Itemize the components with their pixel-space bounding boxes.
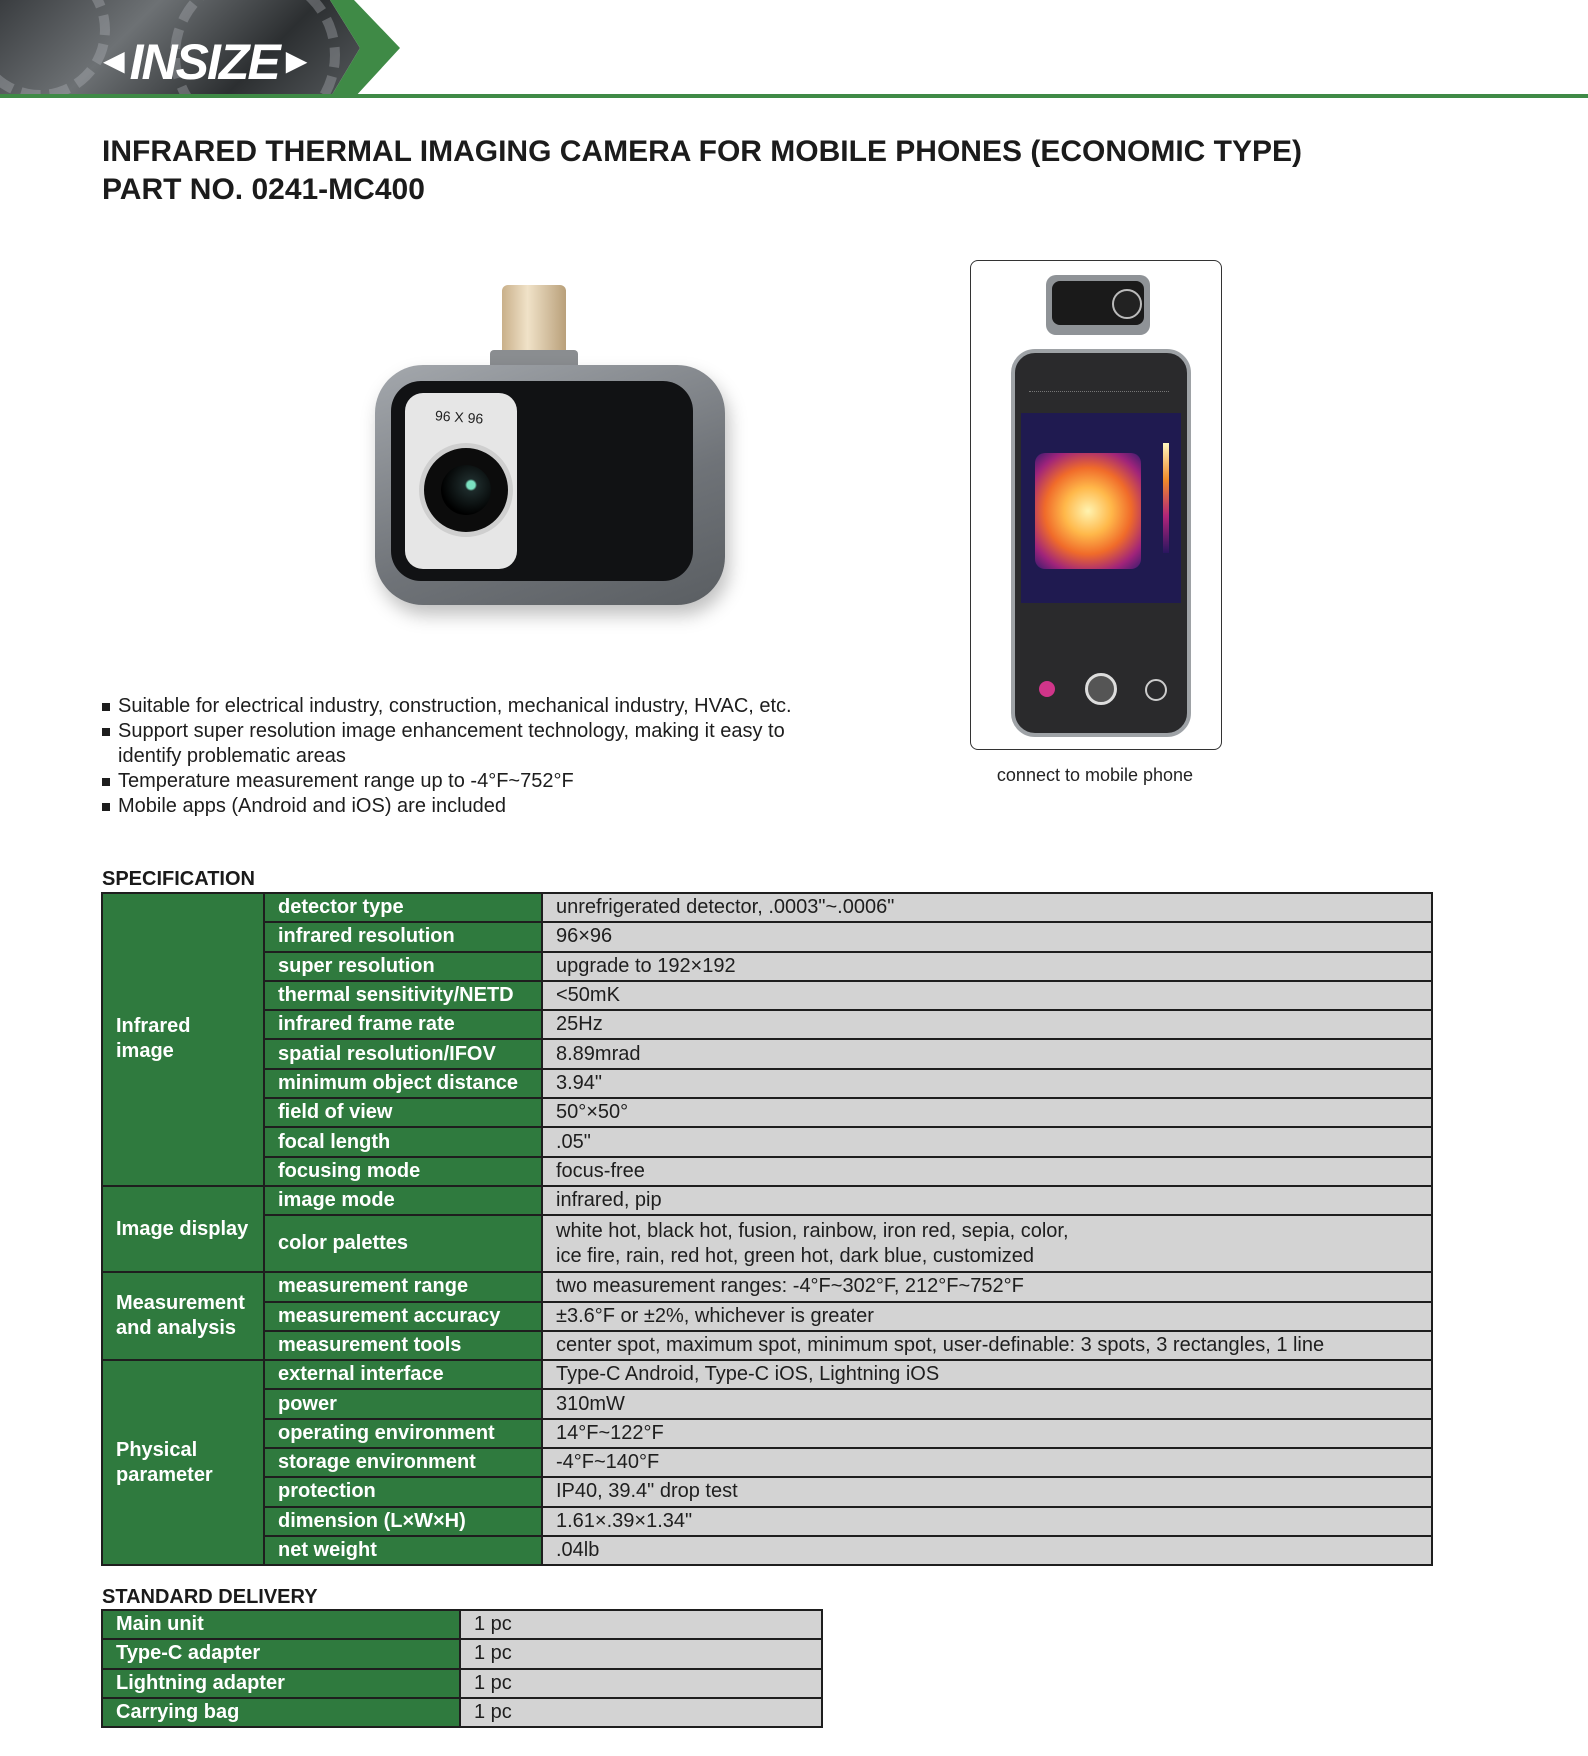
table-row — [102, 1639, 822, 1668]
specification-table — [101, 892, 1433, 1566]
spec-key: super resolution — [264, 952, 542, 981]
phone-image — [970, 260, 1222, 750]
spec-key: spatial resolution/IFOV — [264, 1039, 542, 1068]
delivery-table — [101, 1609, 823, 1728]
video-icon — [1145, 679, 1167, 701]
phone-body — [1011, 349, 1191, 737]
feature-item: Suitable for electrical industry, construction, mechanical industry, HVAC, etc. — [102, 694, 842, 719]
spec-value: 25Hz — [542, 1010, 1432, 1039]
table-row — [102, 1157, 1432, 1186]
usb-c-plug — [502, 285, 566, 357]
group-label — [102, 1272, 264, 1360]
spec-value: 14°F~122°F — [542, 1419, 1432, 1448]
spec-key: measurement tools — [264, 1331, 542, 1360]
brand-logo — [96, 34, 313, 90]
table-row — [102, 952, 1432, 981]
table-row — [102, 1039, 1432, 1068]
camera-label-plate — [405, 393, 517, 569]
group-label: Image display — [102, 1186, 264, 1272]
spec-key: external interface — [264, 1360, 542, 1389]
spec-value: <50mK — [542, 981, 1432, 1010]
spec-key: thermal sensitivity/NETD — [264, 981, 542, 1010]
spec-value: center spot, maximum spot, minimum spot, user-definable: 3 spots, 3 rectangles, 1 line — [542, 1331, 1432, 1360]
table-row — [102, 1419, 1432, 1448]
group-label-line: and analysis — [116, 1317, 237, 1340]
camera-face — [391, 381, 693, 581]
spec-value: Type-C Android, Type-C iOS, Lightning iOS — [542, 1360, 1432, 1389]
spec-value: focus-free — [542, 1157, 1432, 1186]
feature-list — [102, 694, 842, 819]
spec-value-line: white hot, black hot, fusion, rainbow, iron red, sepia, color, — [556, 1219, 1069, 1242]
table-row — [102, 1669, 822, 1698]
spec-key: infrared resolution — [264, 922, 542, 951]
brand-name: INSIZE — [129, 34, 279, 90]
arrow-right-icon: ► — [278, 40, 313, 81]
group-label-line: parameter — [116, 1463, 213, 1486]
spec-value: -4°F~140°F — [542, 1448, 1432, 1477]
table-row — [102, 1098, 1432, 1127]
spec-key: field of view — [264, 1098, 542, 1127]
header-banner — [0, 0, 1588, 100]
spec-value: 8.89mrad — [542, 1039, 1432, 1068]
table-row — [102, 1069, 1432, 1098]
specification-heading: SPECIFICATION — [102, 868, 255, 890]
table-row — [102, 922, 1432, 951]
lens-glass — [441, 465, 491, 515]
spec-value: 96×96 — [542, 922, 1432, 951]
table-row — [102, 893, 1432, 922]
spec-value-line: ice fire, rain, red hot, green hot, dark blue, customized — [556, 1244, 1035, 1267]
part-number: PART NO. 0241-MC400 — [102, 173, 425, 206]
spec-value: 3.94" — [542, 1069, 1432, 1098]
product-title: INFRARED THERMAL IMAGING CAMERA FOR MOBILE PHONES (ECONOMIC TYPE) — [102, 135, 1302, 168]
spec-key: measurement range — [264, 1272, 542, 1301]
table-row — [102, 1698, 822, 1727]
spec-key: net weight — [264, 1536, 542, 1565]
spec-key: protection — [264, 1477, 542, 1506]
spec-value: .04lb — [542, 1536, 1432, 1565]
delivery-item: Main unit — [102, 1610, 460, 1639]
spec-key: storage environment — [264, 1448, 542, 1477]
spec-key: detector type — [264, 893, 542, 922]
camera-body — [375, 365, 725, 605]
table-row — [102, 1360, 1432, 1389]
delivery-qty: 1 pc — [460, 1639, 822, 1668]
delivery-qty: 1 pc — [460, 1698, 822, 1727]
spec-key: power — [264, 1389, 542, 1418]
spec-key: operating environment — [264, 1419, 542, 1448]
group-label — [102, 1360, 264, 1565]
resolution-marking: 96 X 96 — [434, 407, 484, 427]
delivery-qty: 1 pc — [460, 1669, 822, 1698]
temperature-scale — [1163, 443, 1169, 553]
table-row — [102, 1010, 1432, 1039]
feature-item: Mobile apps (Android and iOS) are included — [102, 794, 842, 819]
shutter-icon — [1085, 673, 1117, 705]
spec-key: color palettes — [264, 1215, 542, 1272]
thermal-hotspot — [1035, 453, 1141, 569]
spec-key: measurement accuracy — [264, 1302, 542, 1331]
arrow-left-icon: ◄ — [96, 40, 130, 81]
spec-value: 50°×50° — [542, 1098, 1432, 1127]
table-row — [102, 1507, 1432, 1536]
spec-value: unrefrigerated detector, .0003"~.0006" — [542, 893, 1432, 922]
attached-camera — [1046, 275, 1150, 335]
table-row — [102, 1186, 1432, 1215]
feature-item: Support super resolution image enhancement technology, making it easy to identify problematic areas — [102, 719, 842, 769]
table-row — [102, 1302, 1432, 1331]
group-label: Infrared image — [102, 893, 264, 1186]
page-title — [102, 133, 1302, 209]
spec-value: ±3.6°F or ±2%, whichever is greater — [542, 1302, 1432, 1331]
delivery-heading: STANDARD DELIVERY — [102, 1586, 318, 1608]
gear-icon — [0, 0, 110, 100]
spec-value — [542, 1215, 1432, 1272]
spec-key: image mode — [264, 1186, 542, 1215]
delivery-qty: 1 pc — [460, 1610, 822, 1639]
spec-key: infrared frame rate — [264, 1010, 542, 1039]
spec-key: focal length — [264, 1127, 542, 1156]
delivery-item: Type-C adapter — [102, 1639, 460, 1668]
group-label-line: Physical — [116, 1438, 198, 1461]
lens-icon — [419, 443, 513, 537]
group-label-line: Measurement — [116, 1292, 245, 1315]
app-toolbar — [1029, 381, 1169, 392]
table-row — [102, 1389, 1432, 1418]
table-row — [102, 981, 1432, 1010]
delivery-item: Carrying bag — [102, 1698, 460, 1727]
spec-key: minimum object distance — [264, 1069, 542, 1098]
table-row — [102, 1215, 1432, 1272]
spec-value: upgrade to 192×192 — [542, 952, 1432, 981]
spec-value: infrared, pip — [542, 1186, 1432, 1215]
banner-divider — [0, 94, 1588, 98]
spec-value: 310mW — [542, 1389, 1432, 1418]
thermal-view — [1021, 413, 1181, 603]
gallery-icon — [1039, 681, 1055, 697]
table-row — [102, 1331, 1432, 1360]
feature-item: Temperature measurement range up to -4°F~752°F — [102, 769, 842, 794]
delivery-item: Lightning adapter — [102, 1669, 460, 1698]
lens-icon — [1112, 289, 1142, 319]
table-row — [102, 1272, 1432, 1301]
table-row — [102, 1536, 1432, 1565]
spec-value: IP40, 39.4" drop test — [542, 1477, 1432, 1506]
spec-value: .05" — [542, 1127, 1432, 1156]
phone-caption: connect to mobile phone — [996, 765, 1194, 785]
table-row — [102, 1477, 1432, 1506]
spec-key: focusing mode — [264, 1157, 542, 1186]
spec-value: 1.61×.39×1.34" — [542, 1507, 1432, 1536]
product-image — [290, 230, 790, 670]
table-row — [102, 1610, 822, 1639]
spec-value: two measurement ranges: -4°F~302°F, 212°F~752°F — [542, 1272, 1432, 1301]
table-row — [102, 1448, 1432, 1477]
attached-camera-face — [1052, 281, 1144, 325]
table-row — [102, 1127, 1432, 1156]
spec-key: dimension (L×W×H) — [264, 1507, 542, 1536]
